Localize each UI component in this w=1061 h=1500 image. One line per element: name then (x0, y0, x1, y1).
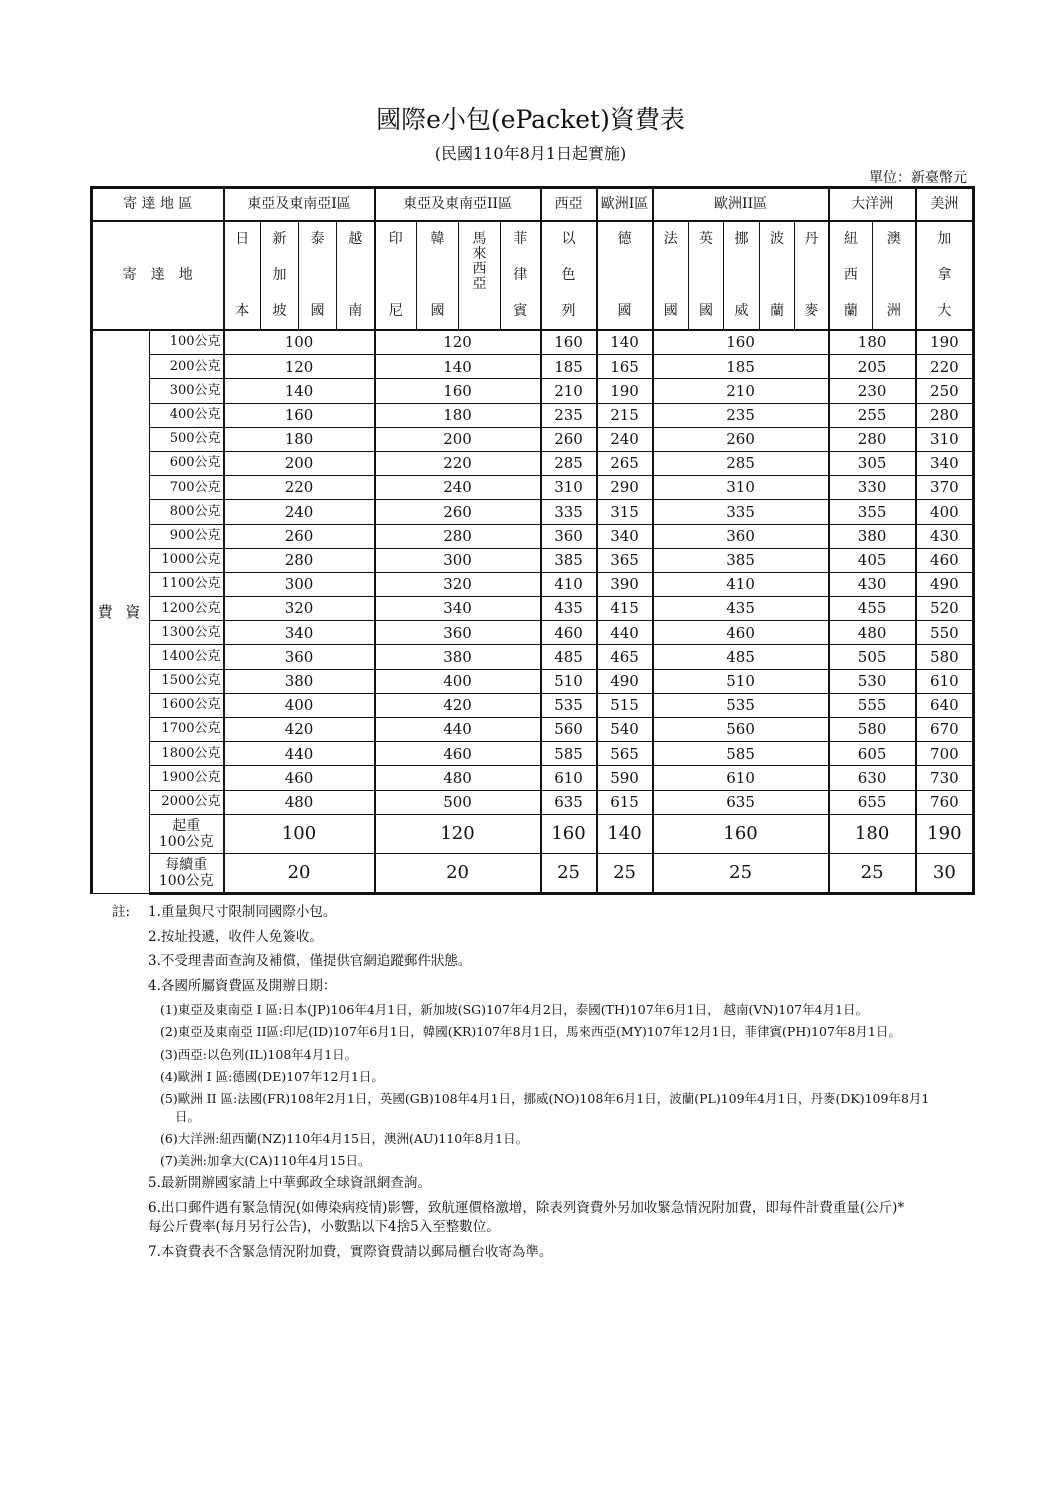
rate-value: 250 (916, 379, 974, 403)
rate-value: 320 (224, 597, 375, 621)
country-char: 國 (310, 303, 325, 320)
rate-value: 260 (224, 524, 375, 548)
weight-label: 200公克 (150, 355, 224, 379)
country-char: 澳 (886, 230, 901, 247)
rate-value: 360 (653, 524, 829, 548)
rate-value: 385 (653, 548, 829, 572)
rate-value: 520 (916, 597, 974, 621)
rate-value: 430 (916, 524, 974, 548)
country-header (261, 221, 299, 330)
weight-label: 1400公克 (150, 645, 224, 669)
rate-value: 120 (375, 814, 541, 853)
country-char: 坡 (272, 303, 287, 320)
country-char: 印 (388, 230, 403, 247)
rate-value: 20 (375, 853, 541, 893)
rate-value: 605 (829, 742, 916, 766)
weight-label: 1500公克 (150, 669, 224, 693)
rate-value: 550 (916, 621, 974, 645)
rate-value: 220 (375, 451, 541, 475)
weight-label: 起重 100公克 (150, 814, 224, 853)
rate-value: 615 (597, 790, 653, 814)
rate-value: 700 (916, 742, 974, 766)
rate-value: 340 (916, 451, 974, 475)
country-char: 丹 (804, 230, 819, 247)
rate-value: 30 (916, 853, 974, 893)
country-header (916, 221, 974, 330)
rate-value: 205 (829, 355, 916, 379)
rate-value: 585 (653, 742, 829, 766)
rate-value: 555 (829, 693, 916, 717)
table-row (92, 742, 974, 766)
rate-value: 280 (375, 524, 541, 548)
rate-value: 455 (829, 597, 916, 621)
region-header-row (92, 188, 974, 222)
rate-value: 635 (541, 790, 597, 814)
country-header (541, 221, 597, 330)
country-char: 列 (561, 303, 576, 320)
country-char: 大 (937, 303, 952, 320)
rate-value: 200 (224, 451, 375, 475)
note-4-3: (3)西亞:以色列(IL)108年4月1日。 (160, 1046, 358, 1062)
rate-value: 210 (541, 379, 597, 403)
rate-value: 220 (916, 355, 974, 379)
rate-value: 490 (916, 572, 974, 596)
rate-table-body (92, 188, 974, 894)
note-4-5: (5)歐洲 II 區:法國(FR)108年2月1日，英國(GB)108年4月1日，挪威(NO)108年6月1日，波蘭(PL)109年4月1日，丹麥(DK)109年8月1 (160, 1090, 930, 1106)
rate-value: 330 (829, 476, 916, 500)
country-char: 法 (663, 230, 678, 247)
weight-label: 100公克 (150, 330, 224, 355)
rate-value: 535 (541, 693, 597, 717)
rate-value: 585 (541, 742, 597, 766)
note-7: 7.本資費表不含緊急情況附加費，實際資費請以郵局櫃台收寄為準。 (148, 1243, 553, 1260)
rate-value: 540 (597, 718, 653, 742)
rate-value: 380 (224, 669, 375, 693)
country-char: 新 (272, 230, 287, 247)
country-header (224, 221, 261, 330)
rate-value: 420 (375, 693, 541, 717)
rate-value: 435 (653, 597, 829, 621)
rate-value: 480 (224, 790, 375, 814)
rate-value: 640 (916, 693, 974, 717)
country-char: 英 (699, 230, 714, 247)
rate-value: 560 (653, 718, 829, 742)
country-header (299, 221, 337, 330)
table-row (92, 645, 974, 669)
rate-value: 310 (541, 476, 597, 500)
rate-value: 410 (653, 572, 829, 596)
note-4-5-cont: 日。 (175, 1108, 201, 1124)
rate-value: 360 (541, 524, 597, 548)
table-row (92, 500, 974, 524)
rate-value: 415 (597, 597, 653, 621)
rate-value: 25 (653, 853, 829, 893)
table-row (92, 718, 974, 742)
country-char: 蘭 (770, 303, 785, 320)
rate-value: 235 (653, 403, 829, 427)
country-char: 蘭 (843, 303, 858, 320)
rate-value: 280 (916, 403, 974, 427)
country-header (459, 221, 501, 330)
rate-value: 390 (597, 572, 653, 596)
weight-label: 300公克 (150, 379, 224, 403)
rate-value: 370 (916, 476, 974, 500)
rate-value: 220 (224, 476, 375, 500)
rate-value: 100 (224, 330, 375, 355)
country-char: 拿 (937, 266, 952, 283)
weight-label: 每續重 100公克 (150, 853, 224, 893)
rate-value: 240 (375, 476, 541, 500)
table-row (92, 548, 974, 572)
rate-value: 300 (375, 548, 541, 572)
rate-value: 280 (224, 548, 375, 572)
rate-value: 140 (224, 379, 375, 403)
country-char: 挪 (734, 230, 749, 247)
rate-value: 185 (541, 355, 597, 379)
table-row (92, 669, 974, 693)
rate-value: 185 (653, 355, 829, 379)
rate-value: 340 (224, 621, 375, 645)
note-5: 5.最新開辦國家請上中華郵政全球資訊網查詢。 (148, 1175, 431, 1192)
country-char: 德 (617, 230, 632, 247)
rate-value: 590 (597, 766, 653, 790)
weight-label: 400公克 (150, 403, 224, 427)
rate-value: 360 (224, 645, 375, 669)
country-char: 賓 (513, 303, 528, 320)
weight-label: 600公克 (150, 451, 224, 475)
country-char: 國 (699, 303, 714, 320)
rate-value: 180 (829, 814, 916, 853)
rate-value: 160 (224, 403, 375, 427)
rate-value: 320 (375, 572, 541, 596)
region-west-asia: 西亞 (541, 188, 597, 222)
table-row (92, 427, 974, 451)
note-6: 6.出口郵件遇有緊急情況(如傳染病疫情)影響，致航運價格激增，除表列資費外另加收緊急情況附加費，即每件計費重量(公斤)* (148, 1199, 905, 1216)
rate-value: 400 (224, 693, 375, 717)
rate-value: 500 (375, 790, 541, 814)
note-4-7: (7)美洲:加拿大(CA)110年4月15日。 (160, 1153, 371, 1169)
country-char: 紐 (843, 230, 858, 247)
table-row (92, 403, 974, 427)
country-char: 菲 (513, 230, 528, 247)
country-header (337, 221, 375, 330)
page-subtitle: (民國110年8月1日起實施) (434, 144, 627, 163)
rate-value: 610 (916, 669, 974, 693)
country-header (829, 221, 873, 330)
rate-value: 510 (653, 669, 829, 693)
country-header (653, 221, 689, 330)
table-row (92, 476, 974, 500)
rate-value: 180 (375, 403, 541, 427)
rate-value: 440 (224, 742, 375, 766)
rate-value: 200 (375, 427, 541, 451)
rate-value: 265 (597, 451, 653, 475)
country-header (417, 221, 459, 330)
page-title: 國際e小包(ePacket)資費表 (376, 105, 685, 134)
rate-value: 230 (829, 379, 916, 403)
table-row (92, 355, 974, 379)
country-char: 以 (561, 230, 576, 247)
table-row (92, 853, 974, 893)
rate-value: 315 (597, 500, 653, 524)
note-2: 2.按址投遞，收件人免簽收。 (148, 928, 323, 945)
country-char: 波 (770, 230, 785, 247)
rate-value: 280 (829, 427, 916, 451)
rate-value: 460 (224, 766, 375, 790)
rate-value: 435 (541, 597, 597, 621)
rate-value: 240 (224, 500, 375, 524)
country-char: 泰 (310, 230, 325, 247)
region-europe-1: 歐洲I區 (597, 188, 653, 222)
rate-value: 380 (829, 524, 916, 548)
table-row (92, 379, 974, 403)
notes-prefix: 註: (112, 904, 131, 920)
rate-value: 580 (916, 645, 974, 669)
note-1: 註: 1.重量與尺寸限制同國際小包。 (112, 903, 972, 923)
country-char: 日 (235, 230, 250, 247)
rate-value: 290 (597, 476, 653, 500)
note-4-6: (6)大洋洲:紐西蘭(NZ)110年4月15日，澳洲(AU)110年8月1日。 (160, 1131, 529, 1146)
destination-label: 寄 達 地 (92, 221, 224, 330)
country-char: 國 (430, 303, 445, 320)
country-char: 國 (663, 303, 678, 320)
rate-value: 160 (541, 330, 597, 355)
note-4-4: (4)歐洲 I 區:德國(DE)107年12月1日。 (160, 1068, 384, 1084)
rate-value: 160 (653, 814, 829, 853)
rate-value: 310 (653, 476, 829, 500)
rate-value: 100 (224, 814, 375, 853)
rate-value: 430 (829, 572, 916, 596)
rate-value: 610 (541, 766, 597, 790)
note-6-cont: 每公斤費率(每月另行公告)，小數點以下4捨5入至整數位。 (148, 1219, 500, 1236)
rate-value: 190 (597, 379, 653, 403)
rate-value: 190 (916, 330, 974, 355)
rate-value: 440 (375, 718, 541, 742)
country-header (689, 221, 724, 330)
rate-value: 25 (829, 853, 916, 893)
rate-value: 140 (375, 355, 541, 379)
rate-value: 25 (597, 853, 653, 893)
rate-value: 160 (653, 330, 829, 355)
weight-label: 1000公克 (150, 548, 224, 572)
country-char: 尼 (388, 303, 403, 320)
rate-value: 560 (541, 718, 597, 742)
rate-value: 565 (597, 742, 653, 766)
rate-value: 380 (375, 645, 541, 669)
weight-label: 1200公克 (150, 597, 224, 621)
table-row (92, 330, 974, 355)
country-char: 洲 (886, 303, 901, 320)
rate-value: 120 (224, 355, 375, 379)
rate-value: 165 (597, 355, 653, 379)
rate-value: 510 (541, 669, 597, 693)
rate-value: 460 (916, 548, 974, 572)
country-header-row (92, 221, 974, 330)
weight-label: 1100公克 (150, 572, 224, 596)
country-header (501, 221, 541, 330)
note-3: 3.不受理書面查詢及補償，僅提供官網追蹤郵件狀態。 (148, 953, 472, 970)
region-america: 美洲 (916, 188, 974, 222)
country-char: 越 (348, 230, 363, 247)
country-char: 國 (617, 303, 632, 320)
rate-value: 210 (653, 379, 829, 403)
rate-value: 215 (597, 403, 653, 427)
rate-value: 465 (597, 645, 653, 669)
rate-value: 655 (829, 790, 916, 814)
rate-value: 460 (541, 621, 597, 645)
country-char: 律 (513, 266, 528, 283)
rate-value: 535 (653, 693, 829, 717)
country-char: 馬 (472, 230, 487, 247)
rate-value: 480 (829, 621, 916, 645)
country-char: 南 (348, 303, 363, 320)
rate-value: 480 (375, 766, 541, 790)
rate-value: 410 (541, 572, 597, 596)
region-oceania: 大洋洲 (829, 188, 916, 222)
rate-value: 630 (829, 766, 916, 790)
table-row (92, 693, 974, 717)
table-row (92, 451, 974, 475)
region-east-asia-1: 東亞及東南亞I區 (224, 188, 375, 222)
rate-value: 420 (224, 718, 375, 742)
table-row (92, 524, 974, 548)
note-4-2: (2)東亞及東南亞 II區:印尼(ID)107年6月1日，韓國(KR)107年8月1日，馬來西亞(MY)107年12月1日，菲律賓(PH)107年8月1日。 (160, 1024, 901, 1040)
rate-value: 400 (916, 500, 974, 524)
rate-value: 460 (375, 742, 541, 766)
rate-value: 440 (597, 621, 653, 645)
rate-value: 670 (916, 718, 974, 742)
country-header (873, 221, 916, 330)
country-char: 麥 (804, 303, 819, 320)
rate-value: 460 (653, 621, 829, 645)
country-char: 亞 (472, 275, 487, 292)
fee-label: 費 資 (92, 330, 150, 893)
rate-value: 485 (653, 645, 829, 669)
rate-value: 255 (829, 403, 916, 427)
region-label: 寄 達 地 區 (92, 188, 224, 222)
rate-value: 140 (597, 814, 653, 853)
rate-value: 385 (541, 548, 597, 572)
rate-value: 140 (597, 330, 653, 355)
weight-label: 1700公克 (150, 718, 224, 742)
table-row (92, 814, 974, 853)
rate-value: 235 (541, 403, 597, 427)
rate-value: 635 (653, 790, 829, 814)
rate-value: 530 (829, 669, 916, 693)
rate-value: 400 (375, 669, 541, 693)
table-row (92, 572, 974, 596)
rate-value: 20 (224, 853, 375, 893)
rate-value: 240 (597, 427, 653, 451)
table-row (92, 597, 974, 621)
country-char: 加 (272, 266, 287, 283)
rate-value: 300 (224, 572, 375, 596)
currency-unit: 單位：新臺幣元 (869, 170, 967, 186)
rate-value: 25 (541, 853, 597, 893)
country-char: 威 (734, 303, 749, 320)
rate-value: 360 (375, 621, 541, 645)
country-header (375, 221, 417, 330)
rate-value: 160 (375, 379, 541, 403)
weight-label: 1900公克 (150, 766, 224, 790)
rate-value: 505 (829, 645, 916, 669)
country-char: 色 (561, 266, 576, 283)
note-4: 4.各國所屬資費區及開辦日期： (148, 977, 337, 994)
weight-label: 1800公克 (150, 742, 224, 766)
rate-value: 405 (829, 548, 916, 572)
rate-value: 365 (597, 548, 653, 572)
rate-value: 285 (541, 451, 597, 475)
notes-section (112, 903, 972, 1268)
country-header (795, 221, 829, 330)
weight-label: 900公克 (150, 524, 224, 548)
rate-value: 340 (375, 597, 541, 621)
country-char: 加 (937, 230, 952, 247)
rate-value: 485 (541, 645, 597, 669)
country-char: 西 (472, 260, 487, 277)
country-char: 韓 (430, 230, 445, 247)
rate-value: 260 (541, 427, 597, 451)
weight-label: 700公克 (150, 476, 224, 500)
rate-value: 305 (829, 451, 916, 475)
rate-value: 310 (916, 427, 974, 451)
weight-label: 800公克 (150, 500, 224, 524)
rate-table (90, 186, 975, 895)
table-row (92, 766, 974, 790)
country-header (724, 221, 760, 330)
region-europe-2: 歐洲II區 (653, 188, 829, 222)
country-header (597, 221, 653, 330)
rate-value: 120 (375, 330, 541, 355)
rate-value: 580 (829, 718, 916, 742)
rate-value: 190 (916, 814, 974, 853)
note-4-1: (1)東亞及東南亞 I 區:日本(JP)106年4月1日，新加坡(SG)107年4月2日，泰國(TH)107年6月1日， 越南(VN)107年4月1日。 (160, 1002, 869, 1018)
rate-value: 285 (653, 451, 829, 475)
rate-value: 730 (916, 766, 974, 790)
rate-value: 335 (541, 500, 597, 524)
rate-value: 340 (597, 524, 653, 548)
country-char: 本 (235, 303, 250, 320)
rate-value: 610 (653, 766, 829, 790)
weight-label: 2000公克 (150, 790, 224, 814)
rate-value: 260 (375, 500, 541, 524)
country-char: 西 (843, 266, 858, 283)
weight-label: 500公克 (150, 427, 224, 451)
country-header (760, 221, 795, 330)
weight-label: 1600公克 (150, 693, 224, 717)
rate-value: 160 (541, 814, 597, 853)
rate-value: 260 (653, 427, 829, 451)
region-east-asia-2: 東亞及東南亞II區 (375, 188, 541, 222)
rate-value: 515 (597, 693, 653, 717)
rate-value: 355 (829, 500, 916, 524)
country-char: 來 (472, 245, 487, 262)
rate-value: 335 (653, 500, 829, 524)
table-row (92, 621, 974, 645)
rate-value: 180 (829, 330, 916, 355)
rate-value: 490 (597, 669, 653, 693)
rate-value: 180 (224, 427, 375, 451)
table-row (92, 790, 974, 814)
rate-value: 760 (916, 790, 974, 814)
weight-label: 1300公克 (150, 621, 224, 645)
